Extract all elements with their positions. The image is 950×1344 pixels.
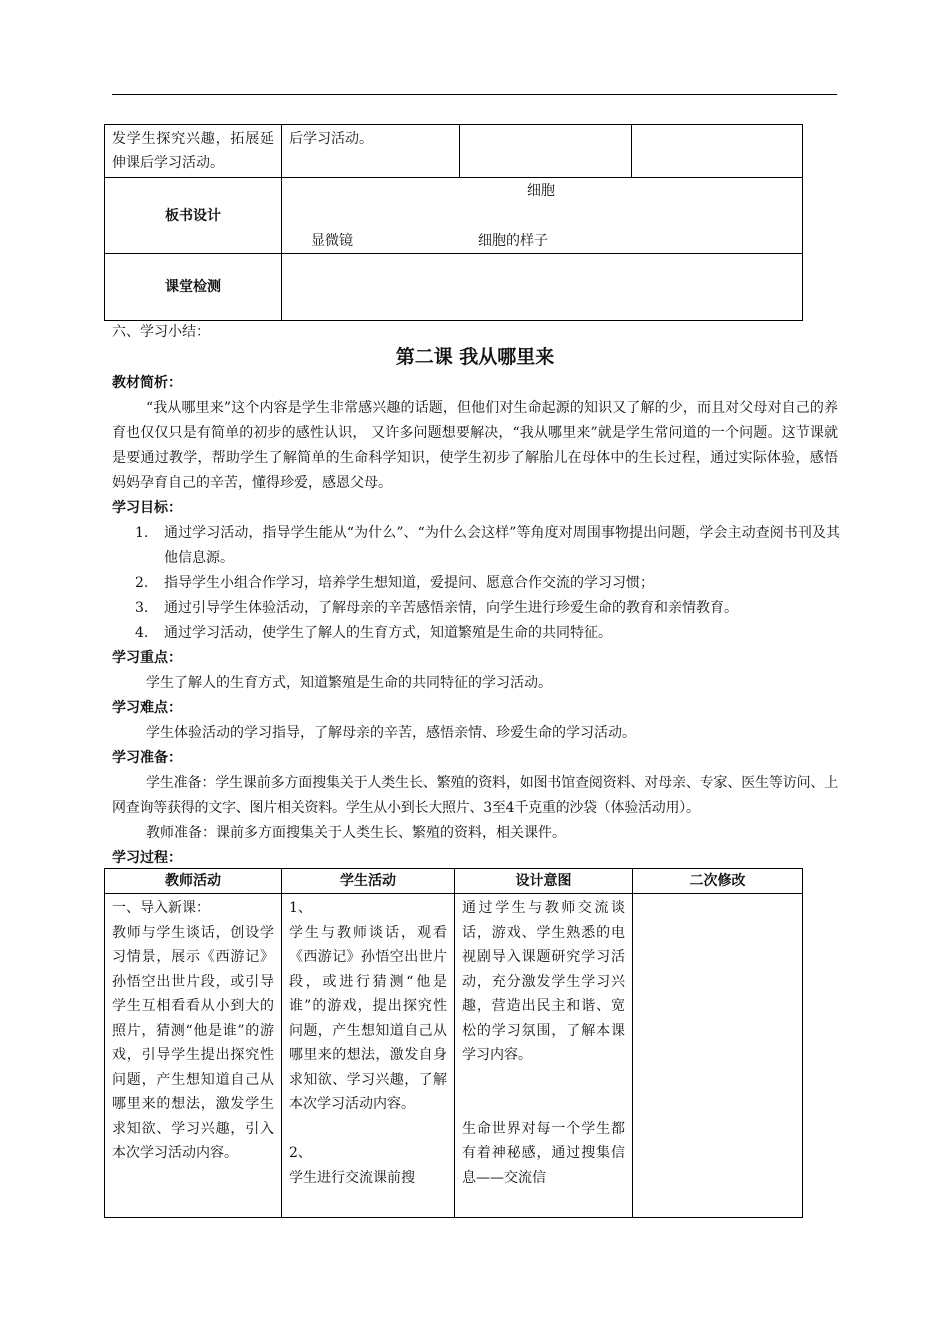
- design-intent-cell: 通过学生与教师交流谈话，游戏、学生熟悉的电视剧导入课题研究学习活动，充分激发学生学习兴趣，营造出民主和谐、宽松的学习氛围，了解本课学习内容。 生命世界对每一个学生都有着神秘感，通过搜集信息——交流信: [455, 894, 633, 1218]
- board-center-word: 细胞: [527, 183, 555, 199]
- class-check-content: [282, 254, 803, 321]
- student-preparation: 学生准备：学生课前多方面搜集关于人类生长、繁殖的资料，如图书馆查阅资料、对母亲、专家、医生等访问、上网查询等获得的文字、图片相关资料。学生从小到长大照片、3至4千克重的沙袋（体验活动用）。: [112, 775, 838, 816]
- table-row: [105, 894, 803, 1218]
- list-number: 4.: [135, 625, 149, 641]
- board-design-row: [105, 178, 803, 254]
- board-design-content: [282, 178, 803, 254]
- list-text: 指导学生小组合作学习，培养学生想知道，爱提问、愿意合作交流的学习习惯；: [164, 575, 654, 591]
- board-left-word: 显微镜: [311, 233, 353, 249]
- column-header: 设计意图: [455, 869, 633, 894]
- list-item: [135, 521, 840, 571]
- teacher-preparation: 教师准备：课前多方面搜集关于人类生长、繁殖的资料，相关课件。: [146, 825, 566, 841]
- table-cell: [632, 125, 803, 178]
- table-cell: [460, 125, 632, 178]
- previous-lesson-table: [104, 124, 803, 321]
- difficulty-heading: 学习难点：: [112, 700, 182, 716]
- table-header-row: [105, 869, 803, 894]
- list-item: [135, 596, 840, 621]
- lesson-title: 第二课 我从哪里来: [395, 346, 555, 368]
- table-cell: 发学生探究兴趣，拓展延伸课后学习活动。: [105, 125, 282, 178]
- board-design-label: 板书设计: [105, 178, 282, 254]
- key-point-text: 学生了解人的生育方式，知道繁殖是生命的共同特征的学习活动。: [146, 675, 552, 691]
- analysis-heading: 教材简析：: [112, 375, 182, 391]
- class-check-row: [105, 254, 803, 321]
- header-rule: [112, 94, 837, 95]
- summary-heading: 六、学习小结：: [112, 324, 210, 340]
- column-header: 教师活动: [105, 869, 282, 894]
- revision-cell: [633, 894, 803, 1218]
- column-header: 二次修改: [633, 869, 803, 894]
- list-number: 1.: [135, 525, 149, 541]
- class-check-label: 课堂检测: [105, 254, 282, 321]
- goals-heading: 学习目标：: [112, 500, 182, 516]
- list-item: [135, 621, 840, 646]
- difficulty-text: 学生体验活动的学习指导，了解母亲的辛苦，感悟亲情、珍爱生命的学习活动。: [146, 725, 636, 741]
- column-header: 学生活动: [282, 869, 455, 894]
- analysis-text: “我从哪里来”这个内容是学生非常感兴趣的话题，但他们对生命起源的知识又了解的少，而且对父母对自己的养育也仅仅只是有简单的初步的感性认识， 又许多问题想要解决，“我从哪里来”就是学生常问道的一个问题。这节课就是要通过教学，帮助学生了解简单的生命科学知识，使学生初步了解胎儿在母体中的生长过程，通过实际体验，感悟妈妈孕育自己的辛苦，懂得珍爱，感恩父母。: [112, 400, 838, 491]
- list-text: 通过学习活动，使学生了解人的生育方式，知道繁殖是生命的共同特征。: [164, 625, 612, 641]
- student-activity-cell: 1、 学生与教师谈话，观看《西游记》孙悟空出世片段，或进行猜测“他是谁”的游戏，提出探究性问题，产生想知道自己从哪里来的想法，激发自身求知欲、学习兴趣，了解本次学习活动内容。 2、 学生进行交流课前搜: [282, 894, 455, 1218]
- list-text: 通过引导学生体验活动，了解母亲的辛苦感悟亲情，向学生进行珍爱生命的教育和亲情教育。: [164, 600, 738, 616]
- list-number: 3.: [135, 600, 149, 616]
- list-text: 通过学习活动，指导学生能从“为什么”、“为什么会这样”等角度对周围事物提出问题，学会主动查阅书刊及其他信息源。: [164, 525, 840, 566]
- list-number: 2.: [135, 575, 149, 591]
- key-point-heading: 学习重点：: [112, 650, 182, 666]
- board-right-word: 细胞的样子: [478, 233, 548, 249]
- preparation-heading: 学习准备：: [112, 750, 182, 766]
- process-heading: 学习过程：: [112, 850, 182, 866]
- teacher-activity-cell: 一、导入新课： 教师与学生谈话，创设学习情景，展示《西游记》孙悟空出世片段，或引导学生互相看看从小到大的照片，猜测“他是谁”的游戏，引导学生提出探究性问题，产生想知道自己从哪里来的想法，激发学生求知欲、学习兴趣，引入本次学习活动内容。: [105, 894, 282, 1218]
- process-table: [104, 868, 803, 1218]
- table-row: [105, 125, 803, 178]
- list-item: [135, 571, 840, 596]
- table-cell: 后学习活动。: [282, 125, 460, 178]
